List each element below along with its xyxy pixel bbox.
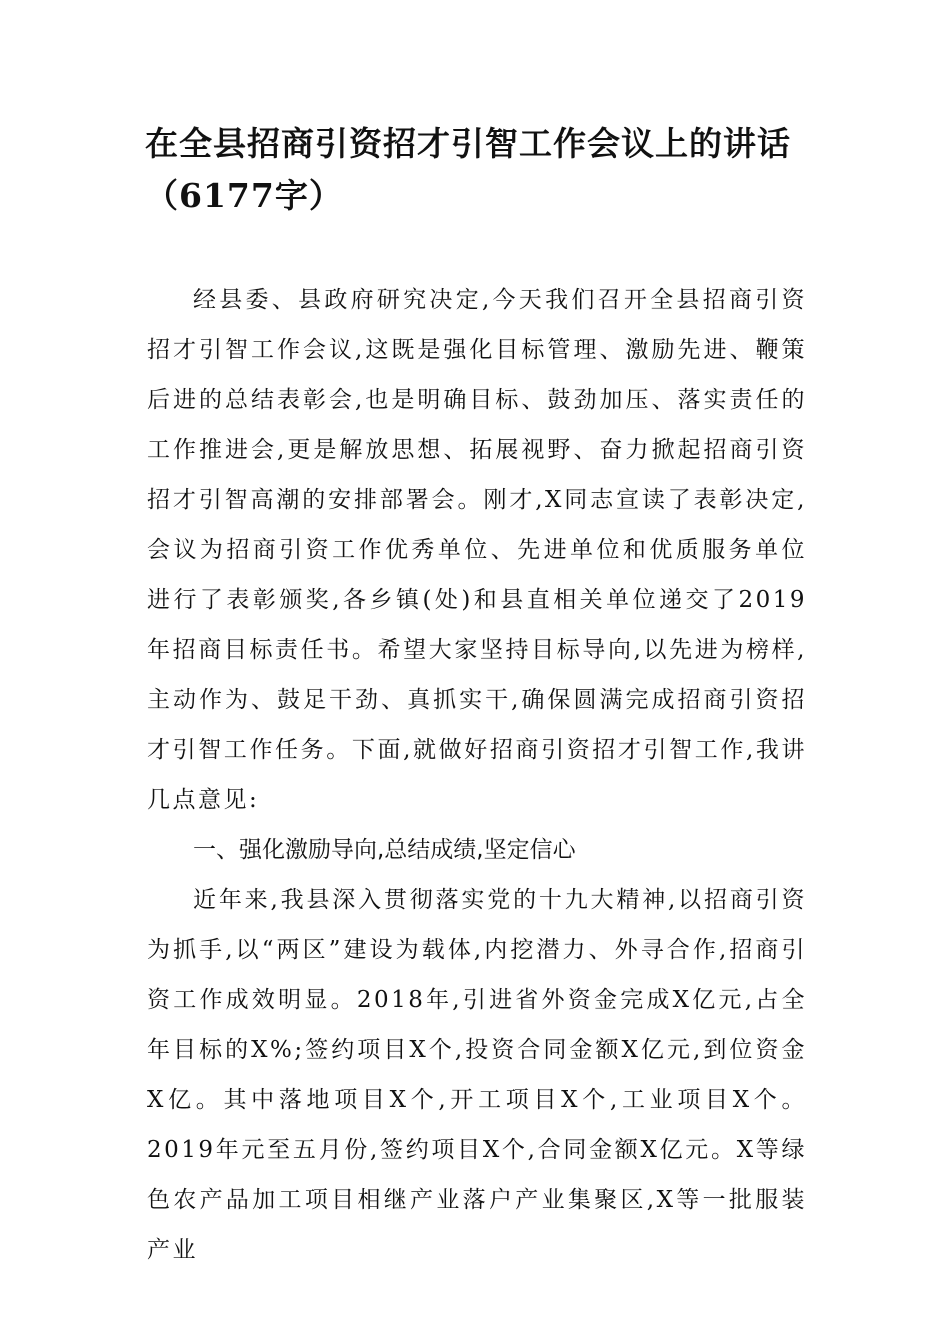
intro-paragraph: 经县委、县政府研究决定,今天我们召开全县招商引资招才引智工作会议,这既是强化目标管理、激励先进、鞭策后进的总结表彰会,也是明确目标、鼓劲加压、落实责任的工作推进会,更是解放思想、拓展视野、奋力掀起招商引资招才引智高潮的安排部署会。刚才,X同志宣读了表彰决定,会议为招商引资工作优秀单位、先进单位和优质服务单位进行了表彰颁奖,各乡镇(处)和县直相关单位递交了2019年招商目标责任书。希望大家坚持目标导向,以先进为榜样,主动作为、鼓足干劲、真抓实干,确保圆满完成招商引资招才引智工作任务。下面,就做好招商引资招才引智工作,我讲几点意见:	[147, 287, 807, 813]
section-paragraph: 近年来,我县深入贯彻落实党的十九大精神,以招商引资为抓手,以“两区”建设为载体,内挖潜力、外寻合作,招商引资工作成效明显。2018年,引进省外资金完成X亿元,占全年目标的X%;签约项目X个,投资合同金额X亿元,到位资金X亿。其中落地项目X个,开工项目X个,工业项目X个。2019年元至五月份,签约项目X个,合同金额X亿元。X等绿色农产品加工项目相继产业落户产业集聚区,X等一批服装产业	[147, 887, 807, 1263]
document-body	[147, 275, 807, 1275]
section-heading: 一、强化激励导向,总结成绩,坚定信心	[193, 837, 576, 863]
document-title: 在全县招商引资招才引智工作会议上的讲话（6177字）	[145, 124, 791, 215]
